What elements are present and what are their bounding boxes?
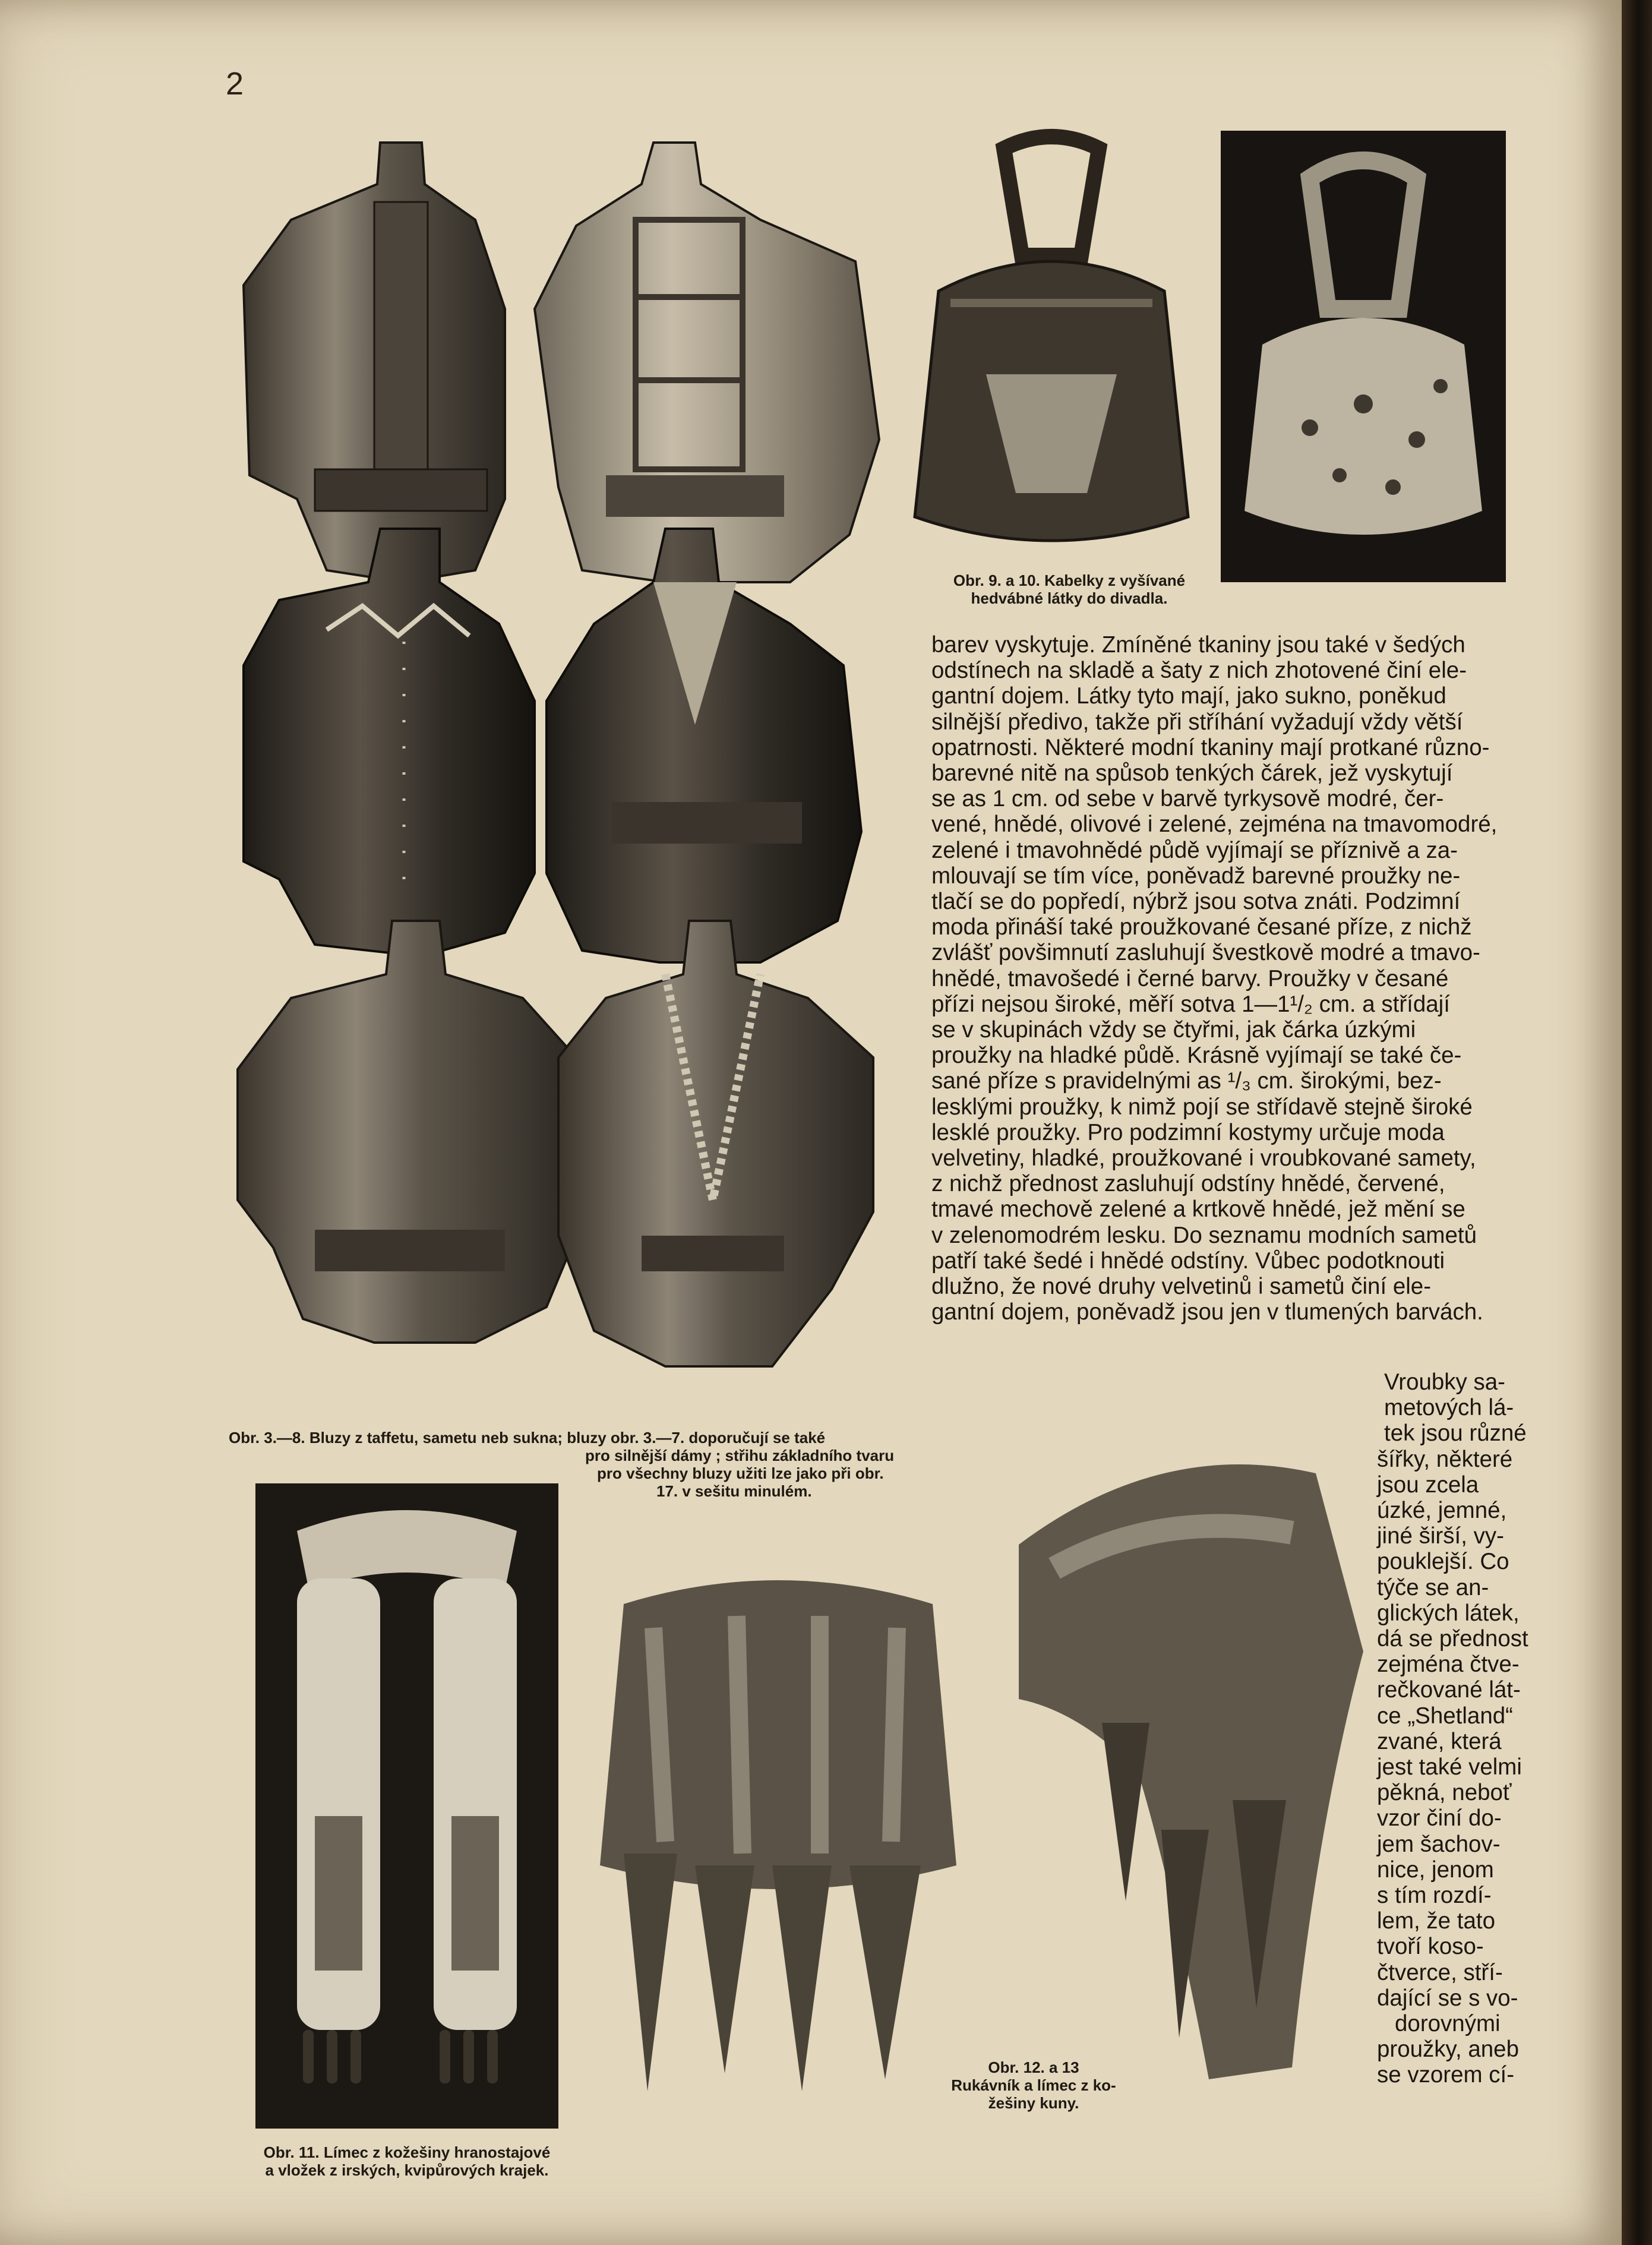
article-line: velvetiny, hladké, proužkované i vroubkované samety, — [931, 1145, 1476, 1172]
article-line: pěkná, neboť — [1377, 1780, 1512, 1806]
article-line: moda přináší také proužkované česané příze, z nichž — [931, 914, 1472, 940]
blouse-fig-3 — [244, 143, 505, 582]
blouse-fig-4 — [535, 143, 879, 582]
article-line: dá se přednost — [1377, 1626, 1528, 1652]
blouse-fig-8 — [558, 921, 873, 1366]
article-line: tlačí se do popředí, nýbrž jsou sotva znáti. Podzimní — [931, 889, 1461, 915]
article-line: se as 1 cm. od sebe v barvě tyrkysově modré, čer- — [931, 786, 1444, 812]
article-line: barev vyskytuje. Zmíněné tkaniny jsou také v šedých — [931, 632, 1465, 658]
article-line: lesklé proužky. Pro podzimní kostymy určuje moda — [931, 1119, 1445, 1145]
article-line: přízi nejsou široké, měří sotva 1—1¹/₂ cm. a střídají — [931, 991, 1450, 1017]
bag-fig-10-photo — [1221, 131, 1506, 582]
article-line: Vroubky sa- — [1384, 1369, 1505, 1395]
ermine-caption: Obr. 11. Límec z kožešiny hranostajové a vložek z irských, kvipůrových krajek. — [263, 2143, 551, 2179]
ermine-collar-photo — [255, 1483, 558, 2129]
article-line: jem šachov- — [1377, 1831, 1501, 1857]
blouses-caption: Obr. 3.—8. Bluzy z taffetu, sametu neb sukna; bluzy obr. 3.—7. doporučují se také pro silnější dámy ; střihu základního tvaru pro všechny bluzy užiti lze jako při obr. 17. v sešitu minulém. — [229, 1429, 895, 1500]
article-line: zelené i tmavohnědé půdě vyjímají se příznivě a za- — [931, 837, 1458, 863]
article-line: rečkované lát- — [1377, 1677, 1521, 1703]
marten-collar-photo — [983, 1414, 1363, 2085]
article-line: opatrnosti. Některé modní tkaniny mají protkané různo- — [931, 734, 1490, 760]
article-line: sané příze s pravidelnými as ¹/₃ cm. širokými, bez- — [931, 1068, 1442, 1094]
article-line: gantní dojem. Látky tyto mají, jako sukno, poněkud — [931, 683, 1446, 709]
article-line: jsou zcela — [1377, 1472, 1479, 1498]
article-line: zvlášť povšimnutí zasluhují švestkově modré a tmavo- — [931, 940, 1480, 966]
article-line: proužky na hladké půdě. Krásně vyjímají se také če- — [931, 1043, 1462, 1069]
article-line: lesklými proužky, k nimž pojí se střídavě stejně široké — [931, 1094, 1473, 1120]
article-line: lem, že tato — [1377, 1908, 1496, 1934]
article-line: vené, hnědé, olivové i zelené, zejména na tmavomodré, — [931, 812, 1498, 838]
article-line: s tím rozdí- — [1377, 1883, 1492, 1909]
article-line: v zelenomodrém lesku. Do seznamu modních sametů — [931, 1222, 1477, 1248]
article-text — [931, 632, 1537, 1325]
article-line: zvané, která — [1377, 1728, 1502, 1754]
blouse-fig-5 — [244, 529, 535, 956]
article-line: jiné širší, vy- — [1377, 1523, 1504, 1549]
article-line: tmavé mechově zelené a krtkově hnědé, jež mění se — [931, 1196, 1465, 1223]
blouse-fig-6 — [547, 529, 861, 962]
article-line: pouklejší. Co — [1377, 1549, 1509, 1575]
article-line: silnější předivo, takže při stříhání vyžadují vždy větší — [931, 709, 1463, 735]
article-line: glických látek, — [1377, 1600, 1520, 1626]
article-line: barevné nitě na spůsob tenkých čárek, jež vyskytují — [931, 760, 1453, 787]
article-line: dající se s vo- — [1377, 1985, 1518, 2011]
blouses-illustration — [226, 131, 909, 1396]
article-line: jest také velmi — [1377, 1754, 1522, 1780]
article-line: metových lá- — [1384, 1395, 1514, 1421]
article-line: úzké, jemné, — [1377, 1498, 1507, 1524]
article-line: dlužno, že nové druhy velvetinů i sametů činí ele- — [931, 1274, 1432, 1300]
article-line: tvoří koso- — [1377, 1934, 1484, 1960]
article-line: hnědé, tmavošedé i černé barvy. Proužky v česané — [931, 965, 1449, 992]
article-line: týče se an- — [1377, 1574, 1489, 1600]
article-line: se vzorem cí- — [1377, 2062, 1515, 2088]
page-number: 2 — [226, 66, 244, 102]
article-line: nice, jenom — [1377, 1856, 1494, 1883]
article-line: čtverce, stří- — [1377, 1959, 1503, 1985]
bags-caption: Obr. 9. a 10. Kabelky z vyšívané hedvábné látky do divadla. — [953, 571, 1186, 607]
article-line: patří také šedé i hnědé odstíny. Vůbec podotknouti — [931, 1248, 1445, 1274]
marten-caption: Obr. 12. a 13 Rukávník a límec z ko- žešiny kuny. — [951, 2058, 1116, 2112]
article-text-wrapped — [1377, 1369, 1549, 2088]
article-line: proužky, aneb — [1377, 2036, 1519, 2063]
article-line: z nichž přednost zasluhují odstíny hnědé, červené, — [931, 1171, 1445, 1197]
article-line: se v skupinách vždy se čtyřmi, jak čárka úzkými — [931, 1017, 1416, 1043]
bag-fig-9-illustration — [903, 125, 1200, 564]
marten-muff-photo — [600, 1556, 956, 2109]
article-line: gantní dojem, poněvadž jsou jen v tlumených barvách. — [931, 1299, 1483, 1325]
blouse-fig-7 — [238, 921, 576, 1343]
article-line: odstínech na skladě a šaty z nich zhotovené činí ele- — [931, 658, 1467, 684]
article-line: mlouvají se tím více, poněvadž barevné proužky ne- — [931, 863, 1461, 889]
article-line: zejména čtve- — [1377, 1652, 1520, 1678]
book-spine — [1622, 0, 1652, 2245]
article-line: tek jsou různé — [1384, 1420, 1527, 1447]
article-line: dorovnými — [1395, 2011, 1501, 2037]
article-line: ce „Shetland“ — [1377, 1703, 1513, 1729]
article-line: vzor činí do- — [1377, 1805, 1502, 1832]
article-line: šířky, některé — [1377, 1446, 1513, 1472]
